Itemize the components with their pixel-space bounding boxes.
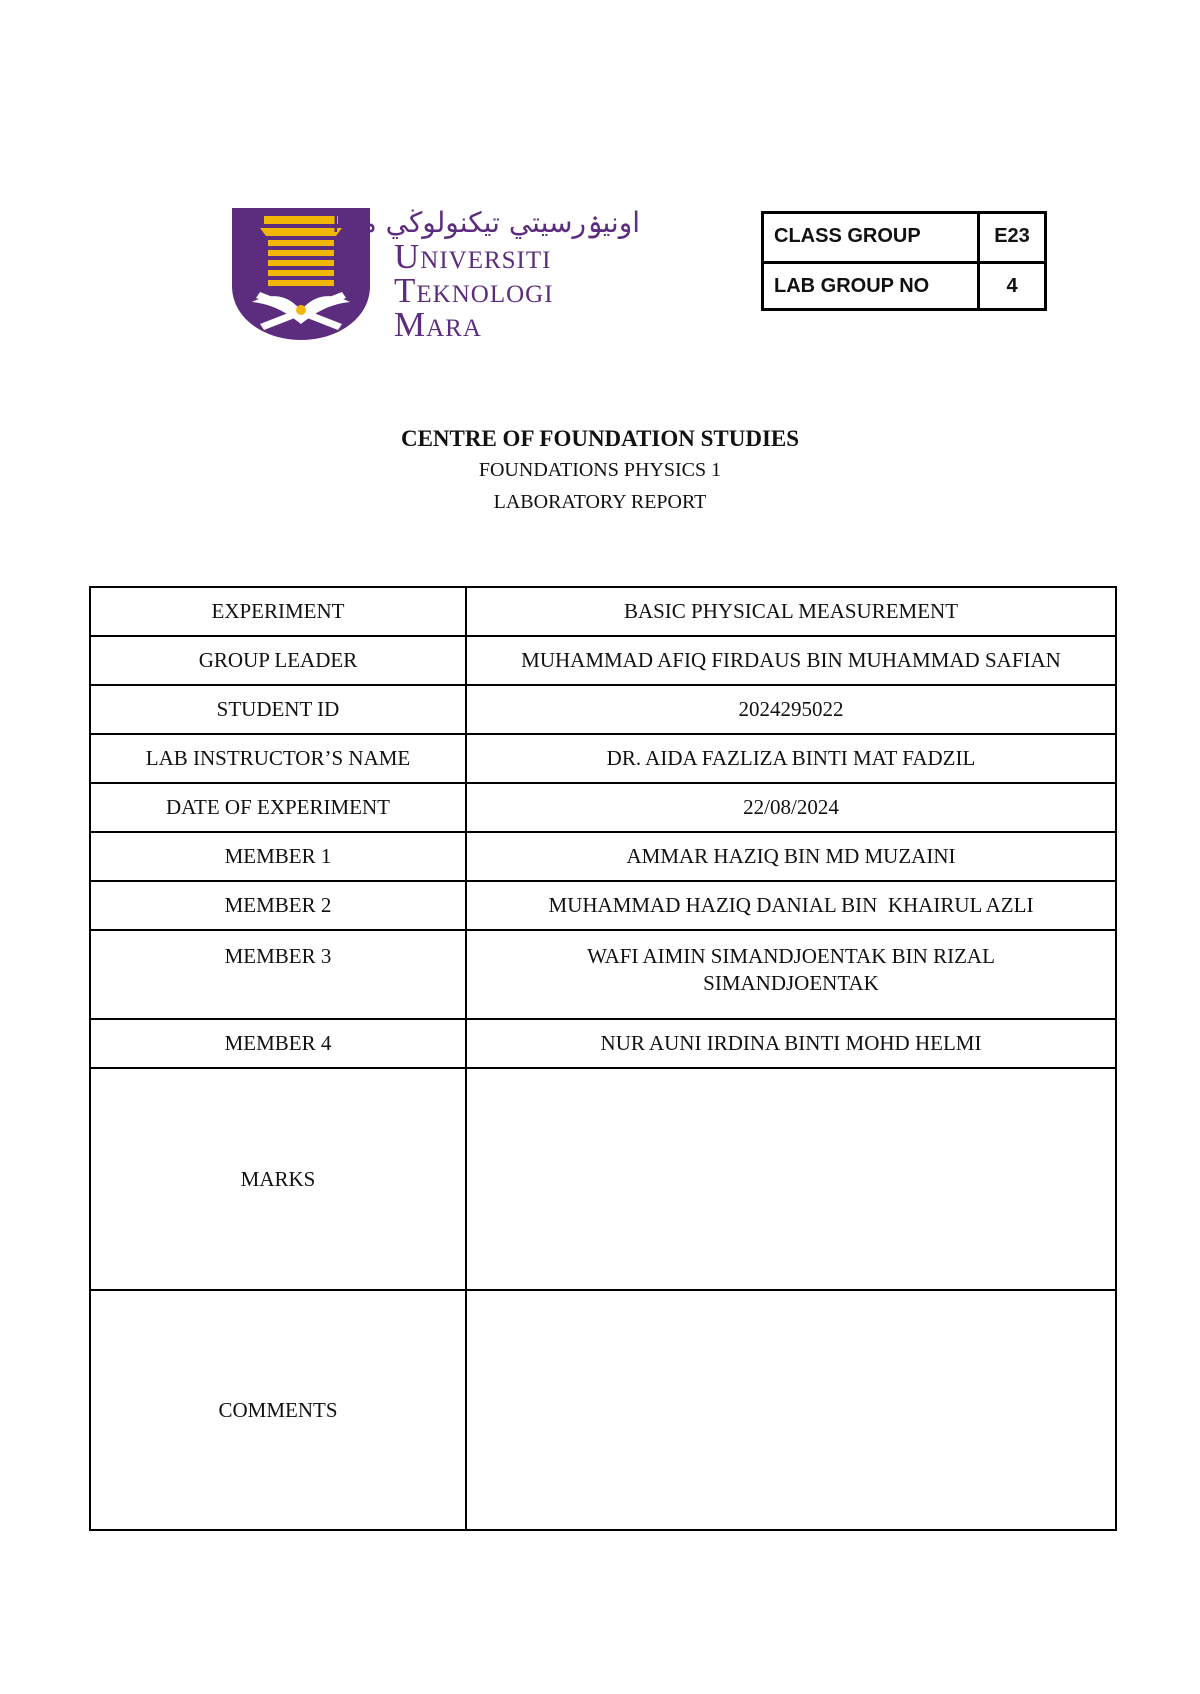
- class-group-label: CLASS GROUP: [764, 214, 980, 261]
- lab-group-value: 4: [1006, 275, 1018, 297]
- row-value-marks: [466, 1068, 1116, 1290]
- row-value-member-3: WAFI AIMIN SIMANDJOENTAK BIN RIZAL SIMANDJOENTAK: [466, 930, 1116, 1019]
- row-label-group-leader: GROUP LEADER: [90, 636, 466, 685]
- row-label-member-3: MEMBER 3: [90, 930, 466, 1019]
- table-row: [90, 734, 1116, 783]
- table-row: [90, 783, 1116, 832]
- table-row: [90, 881, 1116, 930]
- row-value-date: 22/08/2024: [466, 783, 1116, 832]
- table-row: [90, 1068, 1116, 1290]
- row-label-experiment: EXPERIMENT: [90, 587, 466, 636]
- row-label-member-2: MEMBER 2: [90, 881, 466, 930]
- table-row: [90, 587, 1116, 636]
- row-value-comments: [466, 1290, 1116, 1530]
- row-value-student-id: 2024295022: [466, 685, 1116, 734]
- table-row: [90, 1019, 1116, 1068]
- report-headings: [0, 424, 1200, 518]
- row-value-experiment: BASIC PHYSICAL MEASUREMENT: [466, 587, 1116, 636]
- table-row: [90, 685, 1116, 734]
- row-value-member-4: NUR AUNI IRDINA BINTI MOHD HELMI: [466, 1019, 1116, 1068]
- row-label-marks: MARKS: [90, 1068, 466, 1290]
- class-group-box: [761, 211, 1047, 311]
- row-label-member-1: MEMBER 1: [90, 832, 466, 881]
- class-group-value: E23: [994, 225, 1030, 247]
- row-value-member-1: AMMAR HAZIQ BIN MD MUZAINI: [466, 832, 1116, 881]
- row-label-instructor: LAB INSTRUCTOR’S NAME: [90, 734, 466, 783]
- logo-line-teknologi: Teknologi: [394, 271, 554, 310]
- logo-line-universiti: Universiti: [394, 237, 552, 276]
- report-info-table: [89, 586, 1117, 1531]
- class-group-row: [764, 214, 1044, 261]
- table-row: [90, 1290, 1116, 1530]
- logo-jawi-text: اونيۏرسيتي تيكنولوڬي مارا: [331, 206, 640, 239]
- table-row: [90, 930, 1116, 1019]
- logo-line-mara: Mara: [394, 305, 482, 344]
- row-label-comments: COMMENTS: [90, 1290, 466, 1530]
- row-label-date: DATE OF EXPERIMENT: [90, 783, 466, 832]
- row-value-group-leader: MUHAMMAD AFIQ FIRDAUS BIN MUHAMMAD SAFIAN: [466, 636, 1116, 685]
- report-title: LABORATORY REPORT: [493, 491, 707, 513]
- row-value-member-2: MUHAMMAD HAZIQ DANIAL BIN KHAIRUL AZLI: [466, 881, 1116, 930]
- course-title: FOUNDATIONS PHYSICS 1: [478, 459, 722, 481]
- lab-group-label: LAB GROUP NO: [764, 264, 980, 311]
- centre-title: CENTRE OF FOUNDATION STUDIES: [400, 426, 800, 451]
- uitm-logo: [230, 206, 640, 346]
- lab-group-row: [764, 261, 1044, 311]
- table-row: [90, 832, 1116, 881]
- row-label-student-id: STUDENT ID: [90, 685, 466, 734]
- table-row: [90, 636, 1116, 685]
- row-value-instructor: DR. AIDA FAZLIZA BINTI MAT FADZIL: [466, 734, 1116, 783]
- row-label-member-4: MEMBER 4: [90, 1019, 466, 1068]
